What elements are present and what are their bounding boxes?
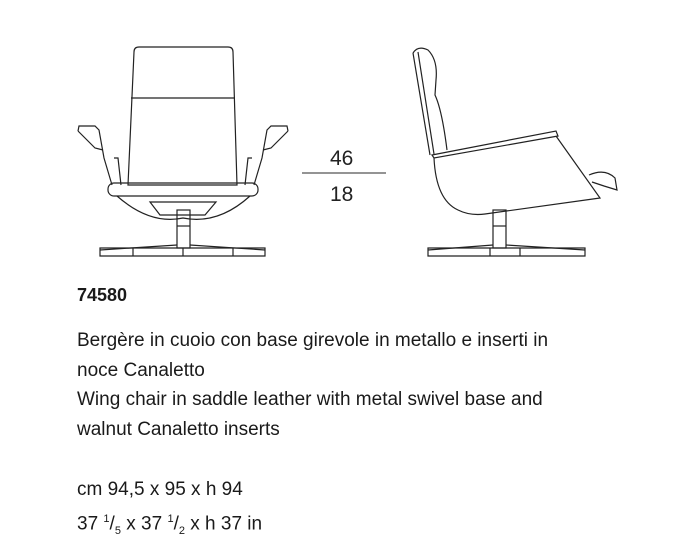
depth-whole: 37	[141, 513, 163, 535]
description-en-line-2: walnut Canaletto inserts	[77, 419, 280, 440]
seat-height-label: 46	[330, 147, 354, 170]
front-view	[78, 47, 288, 256]
description-it-line-2: noce Canaletto	[77, 360, 205, 381]
width-numerator: 1	[103, 513, 110, 525]
height-in: 37 in	[220, 513, 263, 535]
dimensions-in: 37 $^1/_5$ x 37 $^1/_2$ x h 37 in	[77, 513, 263, 538]
width-denominator: 5	[114, 525, 121, 538]
side-view	[413, 48, 617, 256]
description-it-line-1: Bergère in cuoio con base girevole in metallo e inserti in	[77, 330, 549, 351]
description-en-line-1: Wing chair in saddle leather with metal swivel base and	[77, 389, 543, 410]
width-whole: 37	[77, 513, 99, 535]
product-code: 74580	[77, 285, 128, 305]
dimensions-cm: cm 94,5 x 95 x h 94	[77, 479, 243, 500]
depth-numerator: 1	[167, 513, 174, 525]
depth-denominator: 2	[178, 525, 185, 538]
arm-height-label: 18	[330, 183, 354, 206]
